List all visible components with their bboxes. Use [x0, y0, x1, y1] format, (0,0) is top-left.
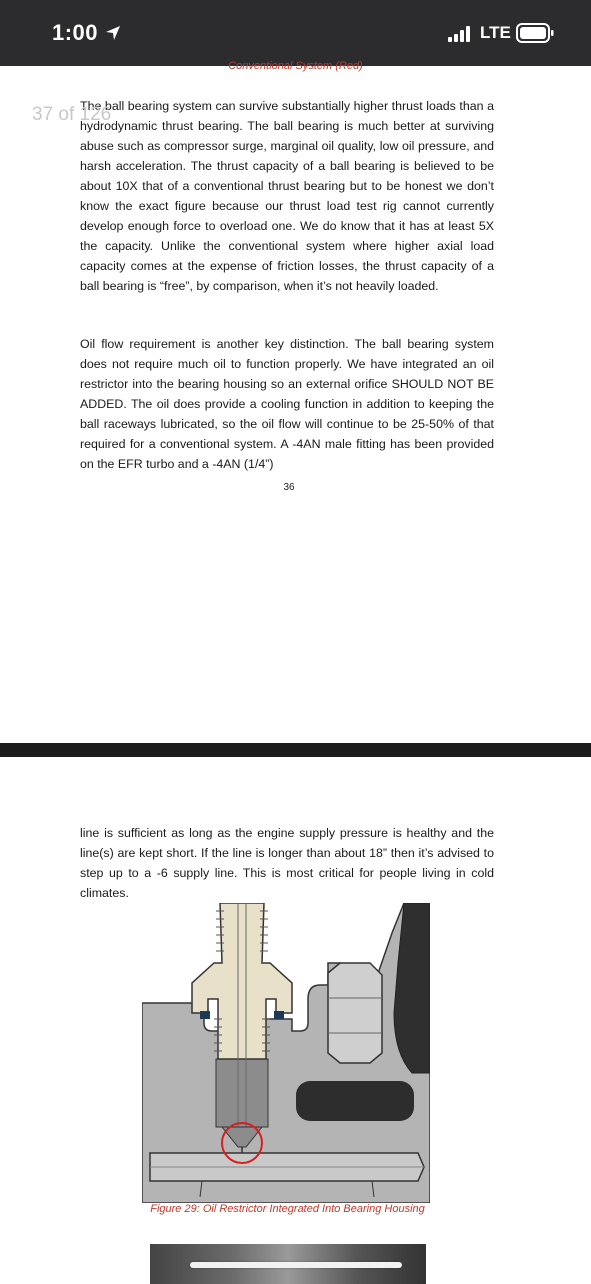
previous-figure-caption: Conventional System (Red) — [228, 60, 363, 72]
figure-caption: Figure 29: Oil Restrictor Integrated Into Bearing Housing — [150, 1203, 425, 1215]
page-indicator: 37 of 126 — [32, 104, 112, 125]
document-page-37[interactable] — [0, 757, 591, 1279]
status-bar — [0, 0, 591, 66]
document-page-36 — [0, 60, 591, 743]
network-type: LTE — [480, 23, 511, 42]
oil-restrictor-figure — [142, 903, 430, 1203]
paragraph-oil-flow: Oil flow requirement is another key distinction. The ball bearing system does not require much oil to function properly. We have integrated an oil restrictor into the bearing housing so an external orifice SHOULD NOT BE ADDED. The oil does provide a cooling function in addition to keeping the ball raceways lubricated, so the oil flow will continue to be 25-50% of that required for a conventional system. A -4AN male fitting has been provided on the EFR turbo and a -4AN (1/4”) — [80, 337, 494, 471]
page-number: 36 — [283, 482, 295, 493]
cellular-signal-icon — [448, 26, 470, 42]
paragraph-supply-line: line is sufficient as long as the engine supply pressure is healthy and the line(s) are kept short. If the line is longer than about 18” then it’s advised to step up to a -6 supply line. This is most critical for people living in cold climates. — [80, 826, 494, 900]
home-indicator[interactable] — [190, 1262, 402, 1268]
location-arrow-icon — [104, 24, 122, 42]
battery-icon — [516, 23, 554, 43]
page-separator — [0, 743, 591, 757]
status-time: 1:00 — [52, 20, 99, 45]
paragraph-ball-bearing-thrust: The ball bearing system can survive substantially higher thrust loads than a hydrodynamic thrust bearing. The ball bearing is much better at surviving abuse such as compressor surge, marginal oil quality, low oil pressure, and harsh acceleration. The thrust capacity of a ball bearing is believed to be about 10X that of a conventional thrust bearing but to be honest we don’t know the exact figure because our thrust load test rig cannot currently develop enough force to overload one. We do know that it has at least 5X the capacity. Unlike the conventional system where higher axial load capacity comes at the expense of friction losses, the thrust capacity of a ball bearing is “free”, by comparison, when it’s not heavily loaded. — [80, 99, 494, 293]
